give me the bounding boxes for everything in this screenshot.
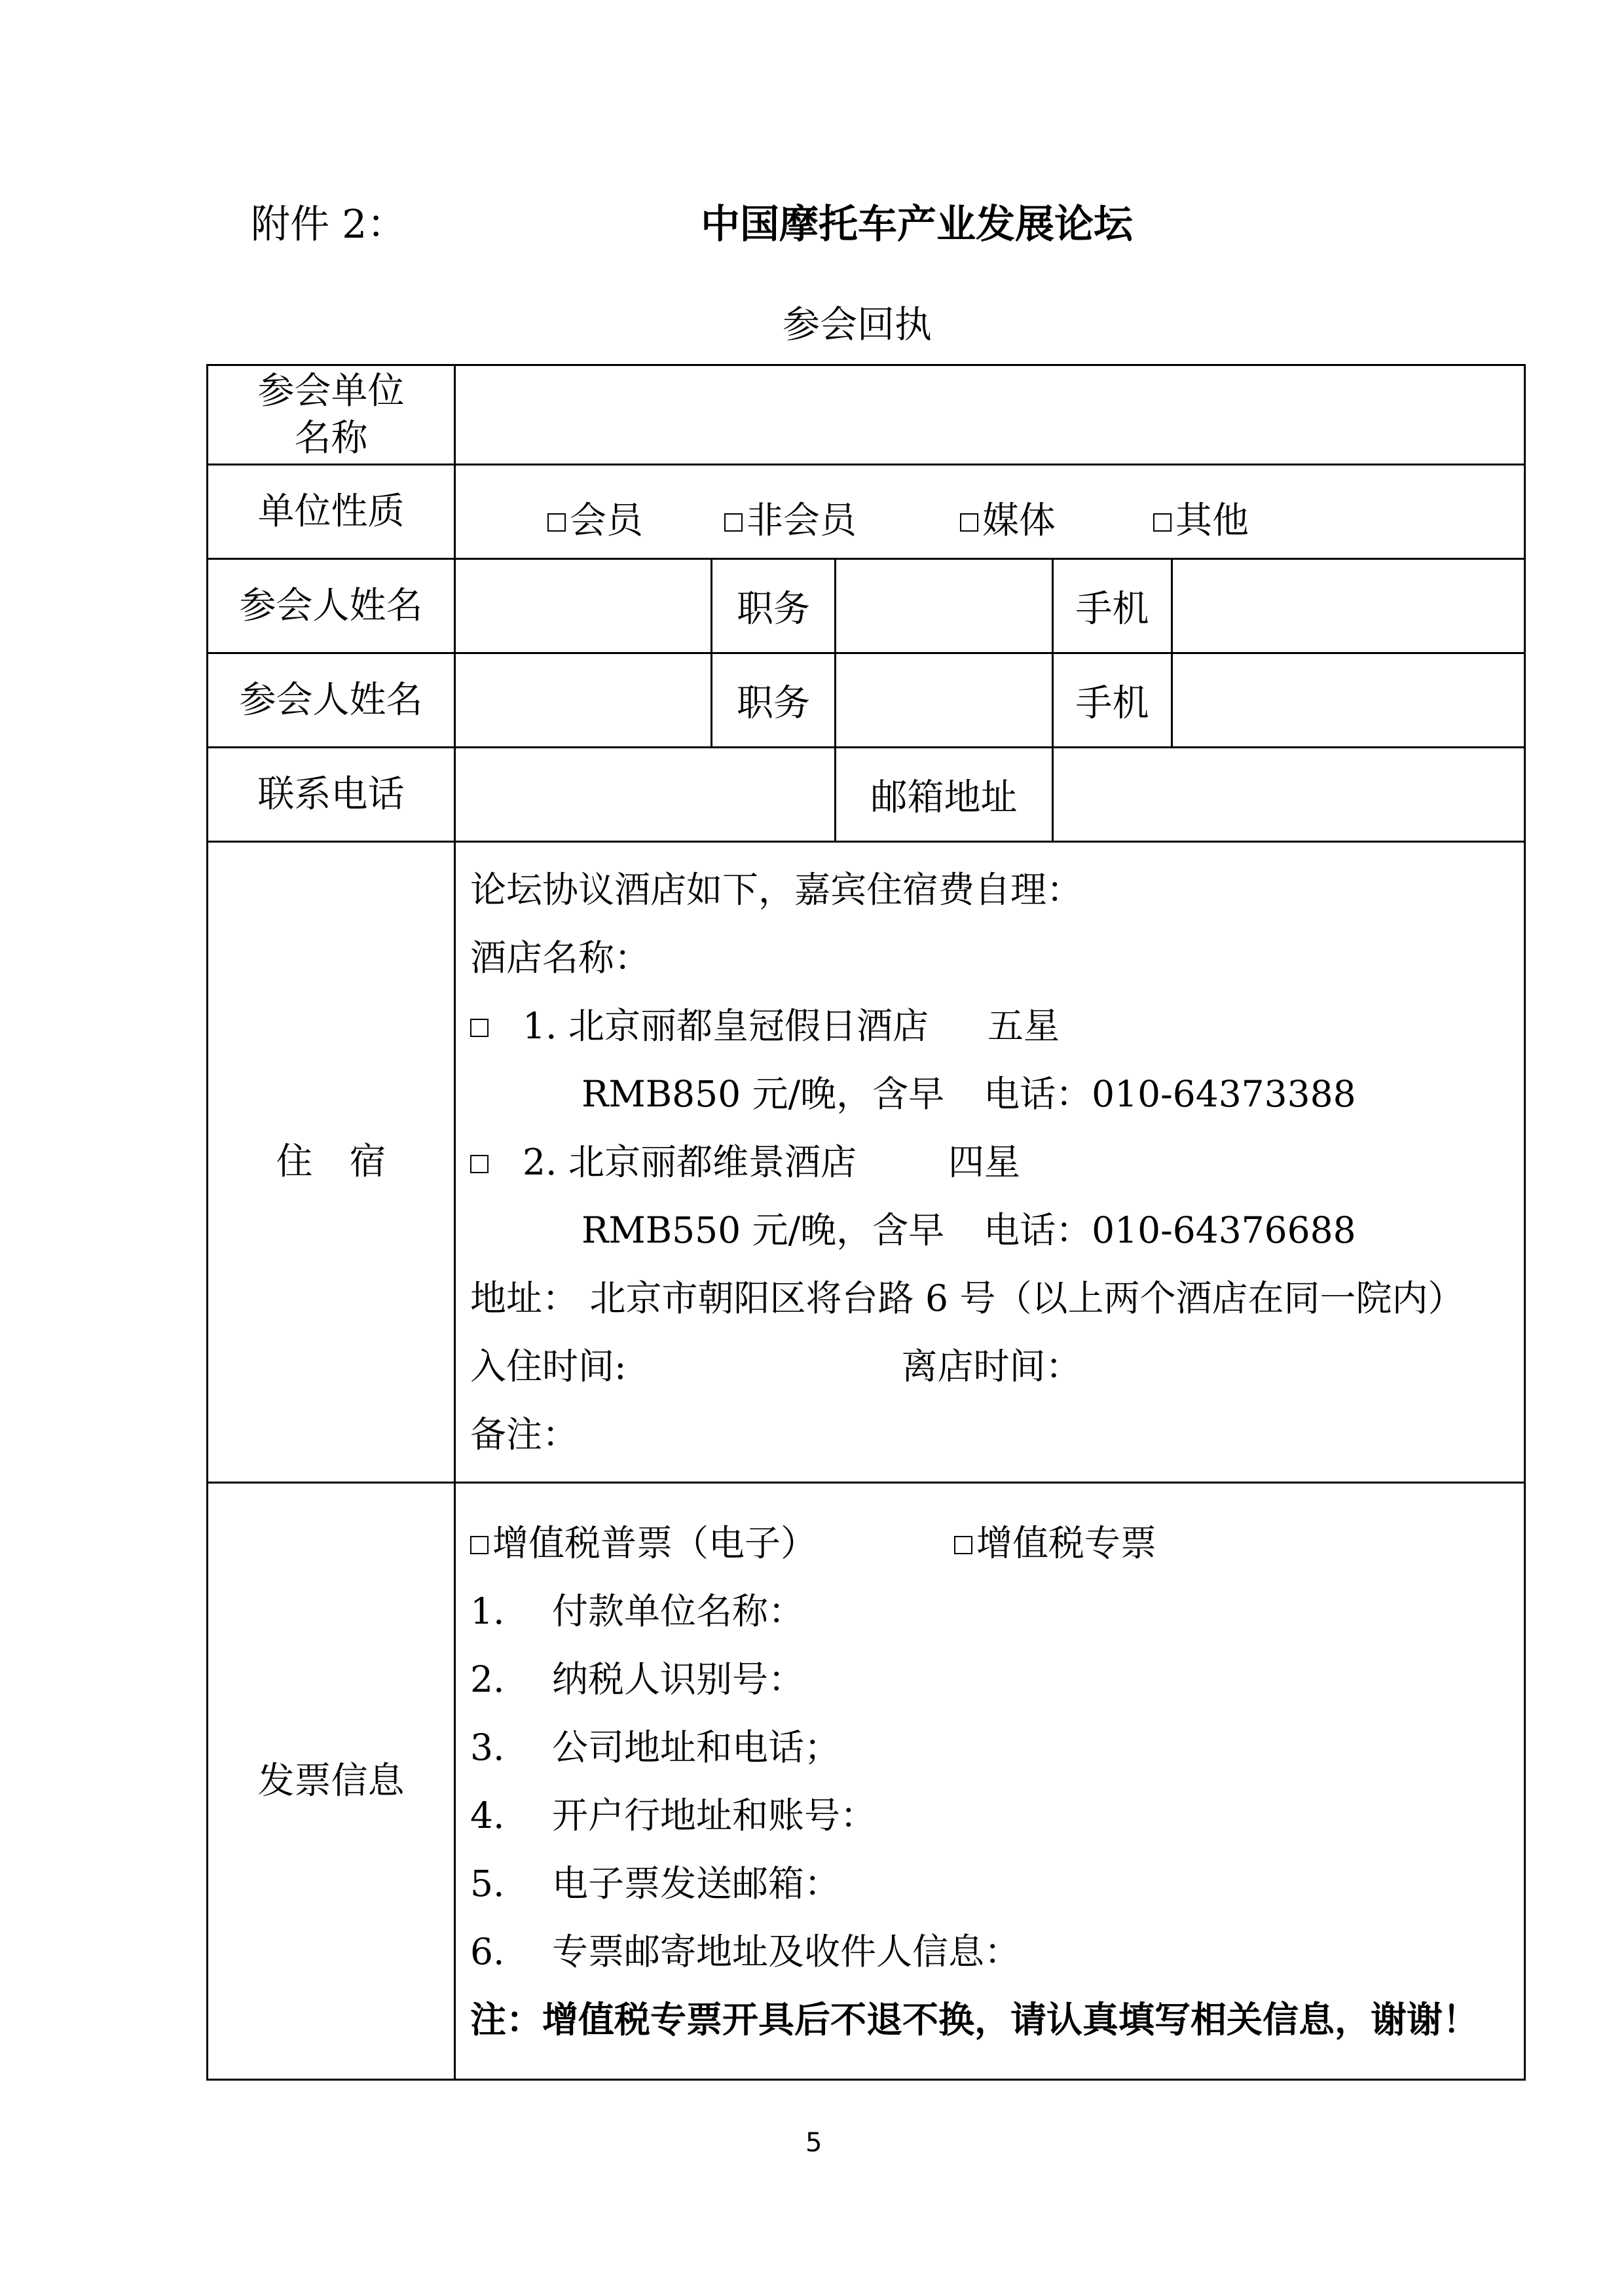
hotel-1-phone: 电话：010-64373388 xyxy=(984,1073,1356,1115)
mobile-field[interactable] xyxy=(1172,653,1525,748)
mobile-field[interactable] xyxy=(1172,559,1525,653)
hotel-2-details xyxy=(470,1196,1524,1264)
checkin-label: 入住时间: xyxy=(470,1345,627,1387)
option-media[interactable]: 媒体 xyxy=(960,492,1056,544)
hotel-name-label: 酒店名称： xyxy=(470,937,651,979)
invoice-item: 3. 公司地址和电话； xyxy=(470,1726,841,1768)
attendee-name-field[interactable] xyxy=(455,653,712,748)
position-field[interactable] xyxy=(836,653,1053,748)
hotel-1-details xyxy=(470,1060,1524,1128)
hotel-2-option[interactable]: 2. 北京丽都维景酒店 四星 xyxy=(470,1128,1524,1196)
checkbox-icon xyxy=(724,513,743,532)
mobile-label: 手机 xyxy=(1053,653,1172,748)
checkbox-icon xyxy=(470,1019,489,1037)
unit-name-label: 参会单位名称 xyxy=(208,365,455,465)
position-field[interactable] xyxy=(836,559,1053,653)
option-non-member[interactable]: 非会员 xyxy=(724,492,857,544)
option-general-invoice[interactable]: 增值税普票（电子） xyxy=(470,1522,817,1564)
hotel-1-star: 五星 xyxy=(987,1005,1060,1047)
lodging-intro: 论坛协议酒店如下，嘉宾住宿费自理： xyxy=(470,869,1083,911)
option-member[interactable]: 会员 xyxy=(547,492,643,544)
invoice-item: 2. 纳税人识别号： xyxy=(470,1658,805,1700)
invoice-note: 注：增值税专票开具后不退不换，请认真填写相关信息，谢谢！ xyxy=(470,1997,1479,2041)
email-label: 邮箱地址 xyxy=(836,748,1053,842)
attendee-name-field[interactable] xyxy=(455,559,712,653)
hotel-1-price: RMB850 元/晚，含早 xyxy=(581,1073,945,1115)
checkbox-icon xyxy=(954,1536,972,1554)
registration-form xyxy=(206,364,1526,2081)
invoice-type-options xyxy=(470,1509,1524,1577)
attendee-name-label: 参会人姓名 xyxy=(208,559,455,653)
lodging-section xyxy=(455,842,1525,1483)
checkbox-icon xyxy=(470,1536,489,1554)
remarks-label: 备注： xyxy=(470,1413,579,1455)
hotel-2-price: RMB550 元/晚，含早 xyxy=(581,1209,945,1251)
unit-type-label: 单位性质 xyxy=(208,465,455,559)
attachment-label: 附件 2： xyxy=(251,202,407,247)
invoice-item: 6. 专票邮寄地址及收件人信息： xyxy=(470,1930,1021,1973)
unit-type-options xyxy=(455,465,1525,559)
hotel-2-star: 四星 xyxy=(948,1141,1020,1183)
checkbox-icon xyxy=(470,1155,489,1173)
invoice-section xyxy=(455,1483,1525,2080)
lodging-label: 住 宿 xyxy=(208,842,455,1483)
document-title: 中国摩托车产业发展论坛 xyxy=(701,202,1133,247)
page-number: 5 xyxy=(805,2128,822,2158)
attendee-name-label: 参会人姓名 xyxy=(208,653,455,748)
checkbox-icon xyxy=(547,513,566,532)
hotel-1-option[interactable]: 1. 北京丽都皇冠假日酒店 五星 xyxy=(470,992,1524,1060)
checkbox-icon xyxy=(1153,513,1172,532)
hotel-address: 地址： 北京市朝阳区将台路 6 号（以上两个酒店在同一院内） xyxy=(470,1277,1464,1319)
stay-dates xyxy=(470,1332,1524,1400)
invoice-item: 1. 付款单位名称： xyxy=(470,1590,805,1632)
option-other[interactable]: 其他 xyxy=(1153,492,1249,544)
document-subtitle: 参会回执 xyxy=(783,303,932,346)
mobile-label: 手机 xyxy=(1053,559,1172,653)
phone-label: 联系电话 xyxy=(208,748,455,842)
checkbox-icon xyxy=(960,513,978,532)
email-field[interactable] xyxy=(1053,748,1525,842)
checkout-label: 离店时间： xyxy=(901,1345,1082,1387)
phone-field[interactable] xyxy=(455,748,836,842)
invoice-item: 5. 电子票发送邮箱： xyxy=(470,1862,841,1904)
unit-name-field[interactable] xyxy=(455,365,1525,465)
invoice-item: 4. 开户行地址和账号： xyxy=(470,1794,877,1836)
position-label: 职务 xyxy=(712,653,836,748)
position-label: 职务 xyxy=(712,559,836,653)
invoice-label: 发票信息 xyxy=(208,1483,455,2080)
hotel-2-phone: 电话：010-64376688 xyxy=(984,1209,1356,1251)
option-special-invoice[interactable]: 增值税专票 xyxy=(954,1522,1156,1564)
